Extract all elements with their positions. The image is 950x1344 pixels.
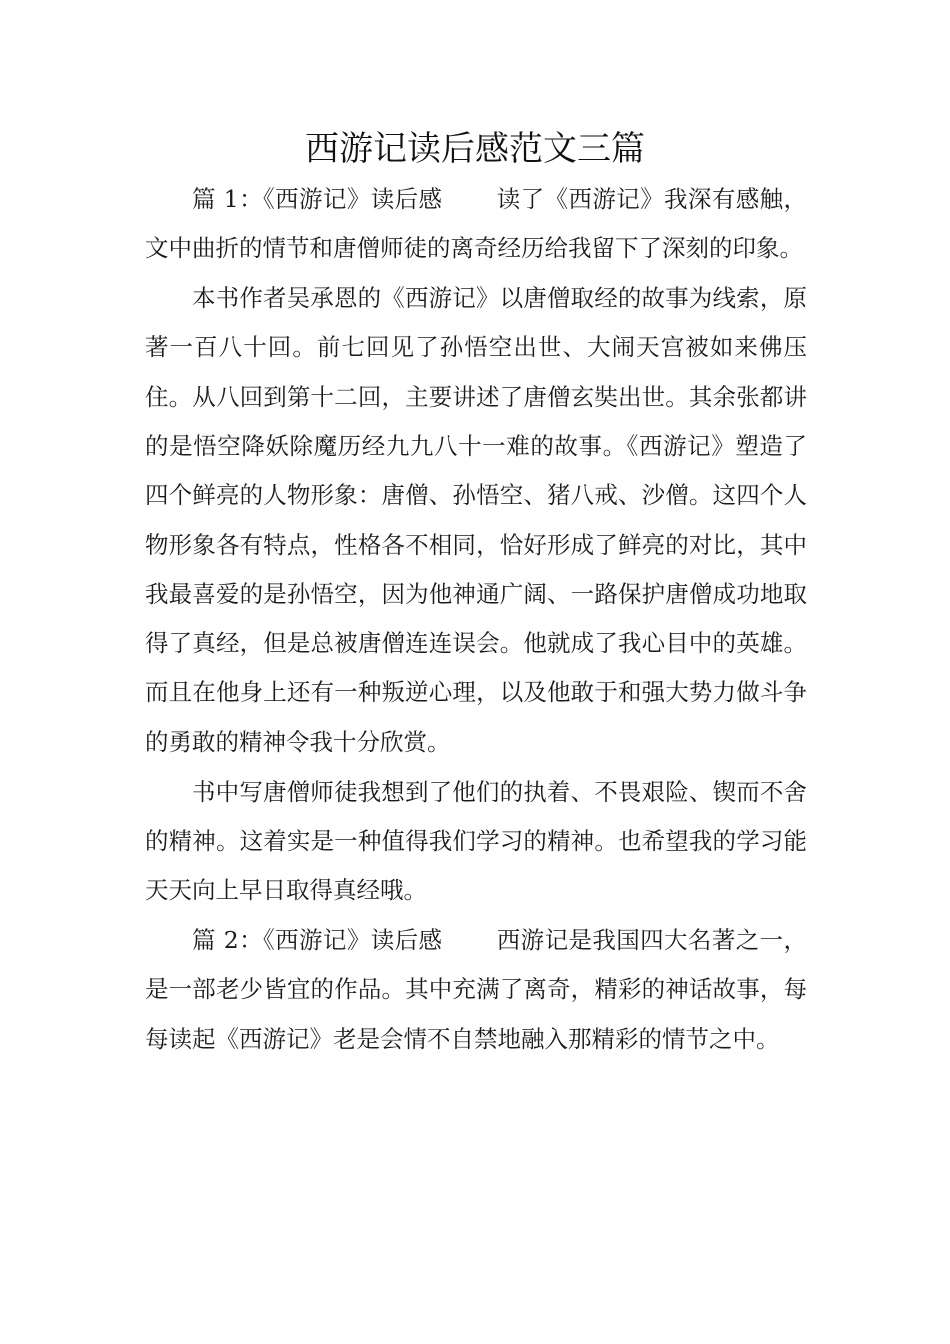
document-body <box>145 175 807 1064</box>
document-title: 西游记读后感范文三篇 <box>305 129 645 169</box>
paragraph-3-text: 书中写唐僧师徒我想到了他们的执着、不畏艰险、锲而不舍的精神。这着实是一种值得我们学习的精神。也希望我的学习能天天向上早日取得真经哦。 <box>145 777 807 905</box>
section-label-2: 篇 2：《西游记》读后感 <box>192 925 443 954</box>
section-label-1: 篇 1：《西游记》读后感 <box>192 185 443 213</box>
paragraph-2 <box>145 274 807 767</box>
paragraph-1 <box>145 175 807 274</box>
paragraph-3 <box>145 768 807 916</box>
paragraph-4 <box>145 916 807 1064</box>
paragraph-4-text: 西游记是我国四大名著之一，是一部老少皆宜的作品。其中充满了离奇，精彩的神话故事，每每读起《西游记》老是会情不自禁地融入那精彩的情节之中。 <box>145 925 808 1053</box>
paragraph-2-text: 本书作者吴承恩的《西游记》以唐僧取经的故事为线索，原著一百八十回。前七回见了孙悟空出世、大闹天宫被如来佛压住。从八回到第十二回，主要讲述了唐僧玄奘出世。其余张都讲的是悟空降妖除魔历经九九八十一难的故事。《西游记》塑造了四个鲜亮的人物形象：唐僧、孙悟空、猪八戒、沙僧。这四个人物形象各有特点，性格各不相同，恰好形成了鲜亮的对比，其中我最喜爱的是孙悟空，因为他神通广阔、一路保护唐僧成功地取得了真经，但是总被唐僧连连误会。他就成了我心目中的英雄。而且在他身上还有一种叛逆心理，以及他敢于和强大势力做斗争的勇敢的精神令我十分欣赏。 <box>145 284 807 756</box>
paragraph-1-text: 读了《西游记》我深有感触，文中曲折的情节和唐僧师徒的离奇经历给我留下了深刻的印象。 <box>145 185 808 263</box>
